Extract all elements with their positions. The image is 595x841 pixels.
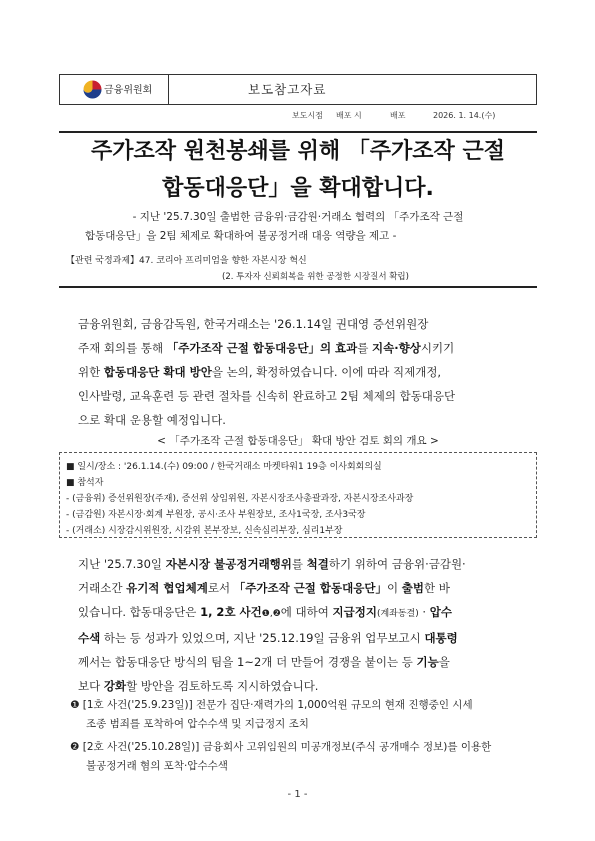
para2-line-2: 거래소간 유기적 협업체계로서 「주가조작 근절 합동대응단」이 출범한 바 [78, 581, 450, 595]
release-label: 보도시점 [292, 111, 323, 120]
publish-date: 2026. 1. 14.(수) [433, 111, 496, 120]
para1-line-1: 금융위원회, 금융감독원, 한국거래소는 '26.1.14일 권대영 증선위원장 [78, 317, 429, 331]
para2-line-5: 께서는 합동대응단 방식의 팀을 1~2개 더 만들어 경쟁을 붙이는 등 기능을 [78, 655, 450, 669]
attendees-fsc: - (금융위) 증선위원장(주재), 증선위 상임위원, 자본시장조사총괄과장, 자본시장조사과장 [66, 494, 414, 504]
paragraph-1 [78, 312, 538, 432]
case-2-line-2: 불공정거래 혐의 포착·압수수색 [86, 760, 228, 772]
meeting-datetime: ■ 일시/장소 : '26.1.14.(수) 09:00 / 한국거래소 마켓타워1 19층 이사회회의실 [66, 462, 382, 472]
attendees-fss: - (금감원) 자본시장·회계 부원장, 공시·조사 부원장보, 조사1국장, 조사3국장 [66, 510, 366, 520]
para1-line-2: 주재 회의를 통해 「주가조작 근절 합동대응단」의 효과를 지속·향상시키기 [78, 341, 455, 355]
subtitle-line-2: 합동대응단」을 2팀 체제로 확대하여 불공정거래 대응 역량을 제고 - [85, 230, 397, 242]
para2-line-3: 있습니다. 합동대응단은 1, 2호 사건❶,❷에 대하여 지급정지(계좌동결) · 압수 [78, 605, 452, 619]
fsc-logo-icon [83, 80, 102, 99]
paragraph-2 [78, 552, 540, 698]
agenda-line-2: (2. 투자자 신뢰회복을 위한 공정한 시장질서 확립) [222, 272, 409, 282]
meeting-title: < 「주가조작 근절 합동대응단」 확대 방안 검토 회의 개요 > [157, 435, 439, 447]
para1-line-3: 위한 합동대응단 확대 방안을 논의, 확정하였습니다. 이에 따라 직제개정, [78, 365, 442, 379]
case-1-line-2: 조종 범죄를 포착하여 압수수색 및 지급정지 조치 [86, 718, 309, 730]
org-name: 금융위원회 [104, 85, 153, 96]
release-value: 배포 시 [336, 111, 362, 120]
header-divider [168, 75, 169, 104]
title-line-1: 주가조작 원천봉쇄를 위해 「주가조작 근절 [91, 139, 505, 164]
publish-label: 배포 [390, 111, 406, 120]
agenda-line-1: 【관련 국정과제】47. 코리아 프리미엄을 향한 자본시장 혁신 [66, 256, 307, 266]
para2-line-4: 수색 하는 등 성과가 있었으며, 지난 '25.12.19일 금융위 업무보고시 대통령 [78, 631, 458, 645]
case-1-line-1: ❶ [1호 사건('25.9.23일)] 전문가 집단·재력가의 1,000억원 규모의 현재 진행중인 시세 [70, 699, 473, 711]
attendees-krx: - (거래소) 시장감시위원장, 시감위 본부장보, 신속심리부장, 심리1부장 [66, 526, 343, 536]
meeting-attendees-label: ■ 참석자 [66, 478, 104, 488]
para1-line-4: 인사발령, 교육훈련 등 관련 절차를 신속히 완료하고 2팀 체제의 합동대응단 [78, 389, 456, 403]
title-line-2: 합동대응단」을 확대합니다. [162, 176, 434, 201]
page-number: - 1 - [287, 789, 308, 800]
para2-line-1: 지난 '25.7.30일 자본시장 불공정거래행위를 척결하기 위하여 금융위·금감원· [78, 557, 466, 571]
case-2-line-1: ❷ [2호 사건('25.10.28일)] 금융회사 고위임원의 미공개정보(주식 공개매수 정보)를 이용한 [70, 741, 492, 753]
subtitle-line-1: - 지난 '25.7.30일 출범한 금융위·금감원·거래소 협력의 「주가조작 근절 [132, 211, 464, 223]
doc-type: 보도참고자료 [248, 82, 327, 97]
para2-line-6: 보다 강화할 방안을 검토하도록 지시하였습니다. [78, 679, 319, 693]
para1-line-5: 으로 확대 운용할 예정입니다. [78, 413, 226, 427]
